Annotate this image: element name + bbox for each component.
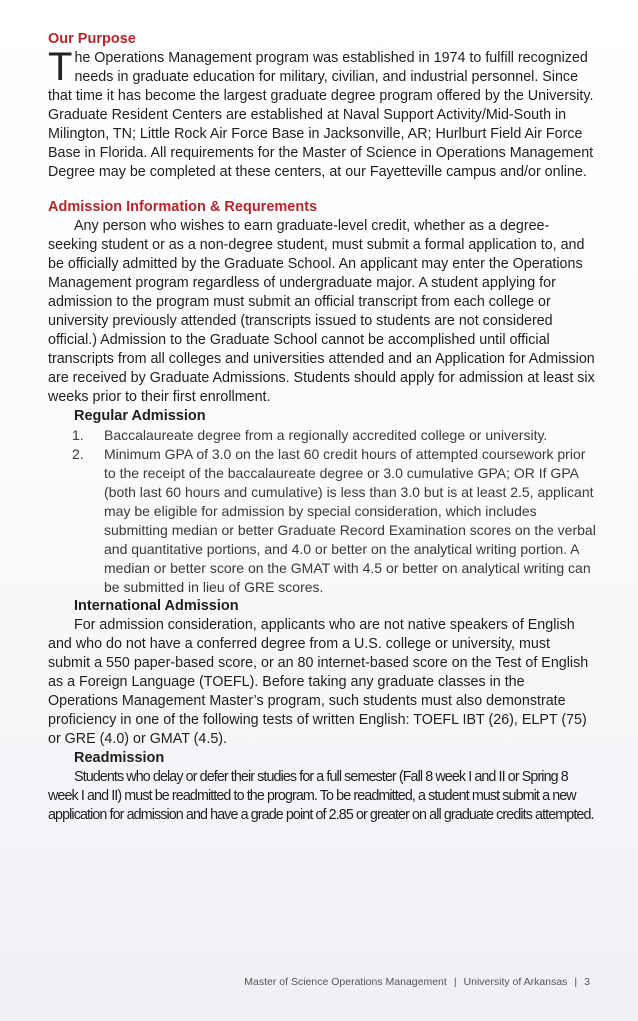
purpose-heading: Our Purpose <box>48 31 136 47</box>
regular-admission-heading: Regular Admission <box>74 408 206 424</box>
drop-cap: T <box>48 45 73 89</box>
list-item-number: 2. <box>72 446 84 462</box>
purpose-paragraph <box>48 45 596 182</box>
list-item <box>72 426 596 445</box>
admission-paragraph: Any person who wishes to earn graduate-level credit, whether as a degree-seeking student or as a non-degree student, must submit a formal application to, and be officially admitted by the Graduate School. An applicant may enter the Operations Management program regardless of undergraduate major. A student applying for admission to the program must submit an official transcript from each college or university previously attended (transcripts issued to students are not considered official.) Admission to the Graduate School cannot be accomplished until official transcripts from all colleges and universities attended and an Application for Admission are received by Graduate Admissions. Students should apply for admission at least six weeks prior to their first enrollment. <box>48 218 595 405</box>
list-item-text: Minimum GPA of 3.0 on the last 60 credit hours of attempted coursework prior to the receipt of the baccalaureate degree or 3.0 cumulative GPA; OR If GPA (both last 60 hours and cumulative) is less than 3.0 but is at least 2.5, applicant may be eligible for admission by special consideration, which includes submitting median or better Graduate Record Examination scores on the verbal and quantitative portions, and 4.0 or better on the analytical writing portion. A median or better score on the GMAT with 4.5 or better on analytical writing can be submitted in lieu of GRE scores. <box>104 446 596 595</box>
list-item <box>72 445 596 597</box>
international-paragraph: For admission consideration, applicants who are not native speakers of English and who do not have a conferred degree from a U.S. college or university, must submit a 550 paper-based score, or an 80 internet-based score on the Test of English as a Foreign Language (TOEFL). Before taking any graduate classes in the Operations Management Master’s program, such students must also demonstrate proficiency in one of the following tests of written English: TOEFL IBT (26), ELPT (75) or GRE (4.0) or GMAT (4.5). <box>48 617 589 747</box>
footer-separator: | <box>453 976 457 988</box>
document-page <box>48 30 596 825</box>
footer-program: Master of Science Operations Management <box>244 976 447 988</box>
section-spacer <box>48 182 596 198</box>
regular-admission-list <box>48 426 596 597</box>
page-number: 3 <box>584 976 590 988</box>
readmission-heading: Readmission <box>74 750 165 766</box>
international-admission-heading: International Admission <box>74 598 239 614</box>
admission-heading: Admission Information & Requrements <box>48 199 318 215</box>
readmission-paragraph: Students who delay or defer their studies for a full semester (Fall 8 week I and II or Spring 8 week I and II) must be readmitted to the program. To be readmitted, a student must submit a new application for admission and have a grade point of 2.85 or greater on all graduate credits attempted. <box>48 769 594 823</box>
page-footer <box>244 976 590 988</box>
footer-separator: | <box>574 976 578 988</box>
list-item-text: Baccalaureate degree from a regionally accredited college or university. <box>104 427 548 443</box>
list-item-number: 1. <box>72 427 84 443</box>
purpose-text: he Operations Management program was established in 1974 to fulfill recognized needs in graduate education for military, civilian, and industrial personnel. Since that time it has become the largest graduate degree program offered by the University. Graduate Resident Centers are established at Naval Support Activity/Mid-South in Milington, TN; Little Rock Air Force Base in Jacksonville, AR; Hurlburt Field Air Force Base in Florida. All requirements for the Master of Science in Operations Management Degree may be completed at these centers, at our Fayetteville campus and/or online. <box>48 50 594 180</box>
footer-university: University of Arkansas <box>463 976 568 988</box>
